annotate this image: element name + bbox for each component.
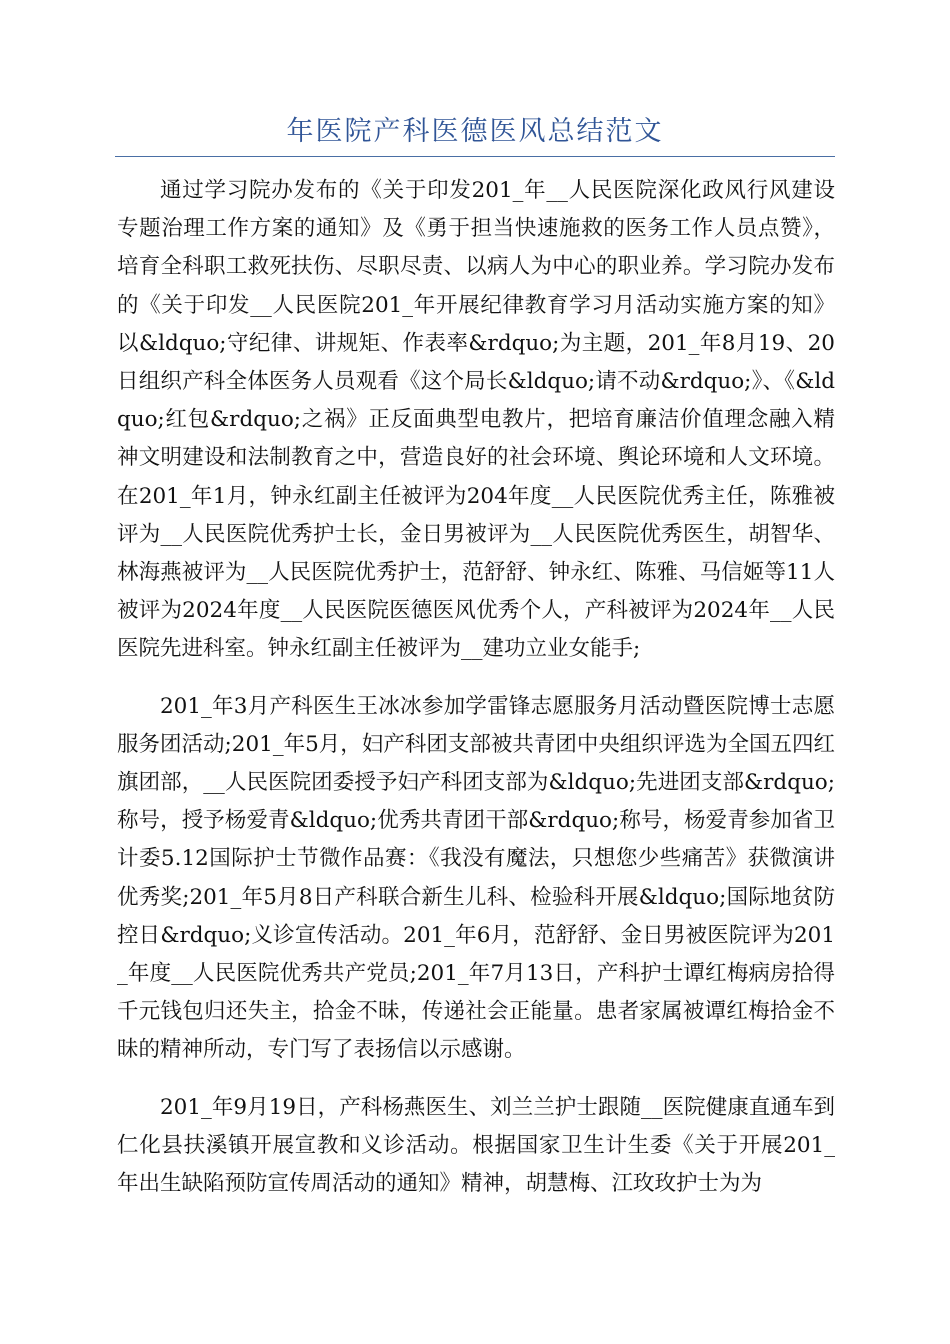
title-block bbox=[115, 108, 835, 157]
paragraph-2: 201_年3月产科医生王冰冰参加学雷锋志愿服务月活动暨医院博士志愿服务团活动;201_年5月，妇产科团支部被共青团中央组织评选为全国五四红旗团部，__人民医院团委授予妇产科团支部为&ldquo;先进团支部&rdquo;称号，授予杨爱青&ldquo;优秀共青团干部&rdquo;称号，杨爱青参加省卫计委5.12国际护士节微作品赛：《我没有魔法，只想您少些痛苦》获微演讲优秀奖;201_年5月8日产科联合新生儿科、检验科开展&ldquo;国际地贫防控日&rdquo;义诊宣传活动。201_年6月，范舒舒、金日男被医院评为201_年度__人民医院优秀共产党员;201_年7月13日，产科护士谭红梅病房拾得千元钱包归还失主，拾金不昧，传递社会正能量。患者家属被谭红梅拾金不昧的精神所动，专门写了表扬信以示感谢。 bbox=[117, 693, 835, 1063]
paragraph-1: 通过学习院办发布的《关于印发201_年__人民医院深化政风行风建设专题治理工作方案的通知》及《勇于担当快速施救的医务工作人员点赞》，培育全科职工救死扶伤、尽职尽责、以病人为中心的职业养。学习院办发布的《关于印发__人民医院201_年开展纪律教育学习月活动实施方案的知》以&ldquo;守纪律、讲规矩、作表率&rdquo;为主题，201_年8月19、20日组织产科全体医务人员观看《这个局长&ldquo;请不动&rdquo;》、《&ldquo;红包&rdquo;之祸》正反面典型电教片，把培育廉洁价值理念融入精神文明建设和法制教育之中，营造良好的社会环境、舆论环境和人文环境。在201_年1月，钟永红副主任被评为204年度__人民医院优秀主任，陈雅被评为__人民医院优秀护士长，金日男被评为__人民医院优秀医生，胡智华、林海燕被评为__人民医院优秀护士，范舒舒、钟永红、陈雅、马信姬等11人被评为2024年度__人民医院医德医风优秀个人，产科被评为2024年__人民医院先进科室。钟永红副主任被评为__建功立业女能手; bbox=[117, 178, 835, 662]
document-title: 年医院产科医德医风总结范文 bbox=[286, 116, 664, 147]
document-body bbox=[117, 172, 835, 1222]
paragraph-3: 201_年9月19日，产科杨燕医生、刘兰兰护士跟随__医院健康直通车到仁化县扶溪镇开展宣教和义诊活动。根据国家卫生计生委《关于开展201_年出生缺陷预防宣传周活动的通知》精神，胡慧梅、江玫玫护士为为 bbox=[117, 1094, 835, 1197]
